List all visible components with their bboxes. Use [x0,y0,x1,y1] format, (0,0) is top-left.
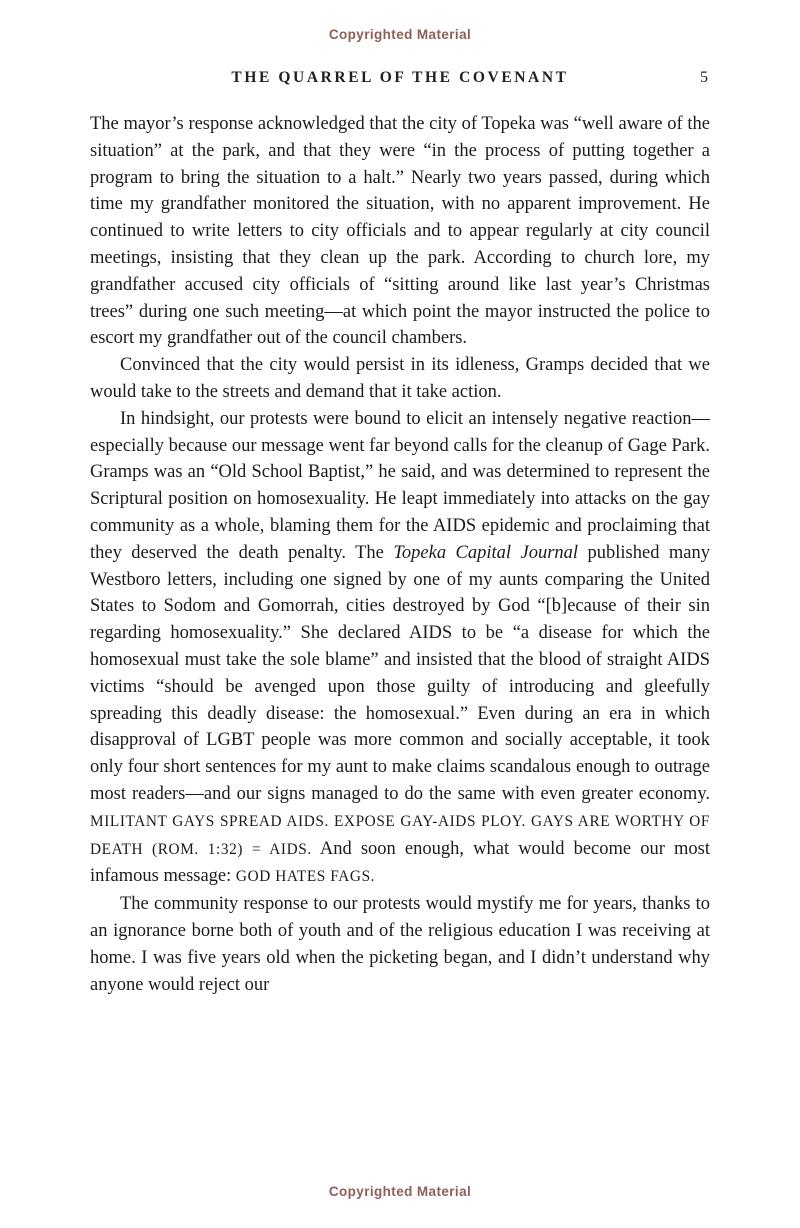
page-number: 5 [700,69,708,86]
copyright-banner-bottom: Copyrighted Material [328,1184,472,1199]
paragraph [90,406,710,891]
smallcaps-text-run: MILITANT GAYS SPREAD AIDS. EXPOSE GAY-AIDS PLOY. GAYS ARE WORTHY OF DEATH (ROM. 1:32) = AIDS. [90,812,710,858]
text-run: The mayor’s response acknowledged that the city of Topeka was “well aware of the situation” at the park, and that they were “in the process of putting together a program to bring the situation to a halt.” Nearly two years passed, during which time my grandfather monitored the situation, with no apparent improvement. He continued to write letters to city officials and to appear regularly at city council meetings, insisting that they clean up the park. According to church lore, my grandfather accused city officials of “sitting around like last year’s Christmas trees” during one such meeting—at which point the mayor instructed the police to escort my grandfather out of the council chambers. [90,114,710,349]
paragraph [90,352,710,406]
smallcaps-text-run: GOD HATES FAGS. [235,868,376,886]
chapter-title: THE QUARREL OF THE COVENANT [231,69,569,86]
copyright-banner-top: Copyrighted Material [328,27,472,42]
italic-text-run: Topeka Capital Journal [393,542,579,563]
text-run: Convinced that the city would persist in its idleness, Gramps decided that we would take to the streets and demand that it take action. [90,355,710,402]
paragraph [90,891,710,998]
running-header [90,69,710,87]
text-run: published many Westboro letters, including one signed by one of my aunts comparing the United States to Sodom and Gomorrah, cities destroyed by God “[b]ecause of their sin regarding homosexuality.” She declared AIDS to be “a disease for which the homosexual must take the sole blame” and insisted that the blood of straight AIDS victims “should be avenged upon those guilty of introducing and gleefully spreading this deadly disease: the homosexual.” Even during an era in which disapproval of LGBT people was more common and socially acceptable, it took only four short sentences for my aunt to make claims scandalous enough to outrage most readers—and our signs managed to do the same with even greater economy. [90,542,710,804]
text-run: And soon enough, what would become our most infamous message: [90,838,710,887]
text-run: The community response to our protests would mystify me for years, thanks to an ignorance borne both of youth and of the religious education I was receiving at home. I was five years old when the picketing began, and I didn’t understand why anyone would reject our [90,894,710,995]
paragraph [90,111,710,352]
text-run: In hindsight, our protests were bound to elicit an intensely negative reaction—especially because our message went far beyond calls for the cleanup of Gage Park. Gramps was an “Old School Baptist,” he said, and was determined to represent the Scriptural position on homosexuality. He leapt immediately into attacks on the gay community as a whole, blaming them for the AIDS epidemic and proclaiming that they deserved the death penalty. The [90,408,710,563]
body-text [90,111,710,1184]
